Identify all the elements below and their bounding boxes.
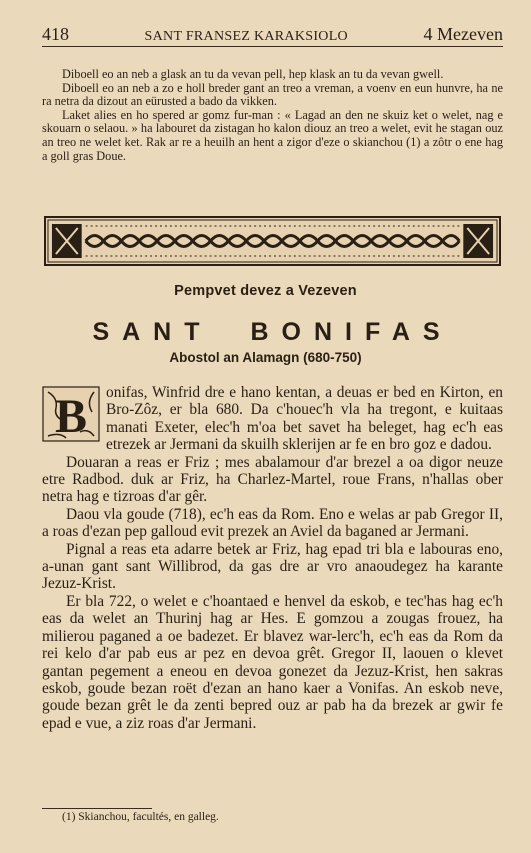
saint-subtitle: Abostol an Alamagn (680-750) — [169, 350, 362, 365]
svg-text:B: B — [54, 390, 88, 442]
footnote-divider — [42, 808, 152, 809]
paragraph-text: onifas, Winfrid dre e hano kentan, a deuas er bed en Kirton, en Bro-Zôz, er bla 680. Da c'houec'h vla ha tregont, e kuitaas manati Exeter, elec'h m'oa bet savet ha beleget, hag ec'h eas etrezek ar Jermani da skuilh sklerijen ar fe en bro goz e dadou. — [106, 384, 503, 454]
paragraph: Douaran a reas er Friz ; mes abalamour d'ar brezel a oa digor neuze etre Radbod. duk ar Friz, ha Charlez-Martel, roue Frans, n'hallas ober netra hag e tizroas d'ar gêr. — [42, 453, 503, 506]
paragraph: Laket alies en ho spered ar gomz fur-man : « Lagad an den ne skuiz ket o welet, nag e skouarn o selaou. » ha labouret da zistagan ho kalon diouz an treo a welet, evit he stagan ouz an treo ne welet ket. Rak ar re a heuilh an hent a zigor d'eze o skianchou (1) a zôtr o ene hag a goll gras Doue. — [42, 107, 503, 163]
day-title: Pempvet devez a Vezeven — [174, 283, 357, 299]
ornament-graphic — [46, 218, 499, 264]
page-number: 418 — [42, 24, 69, 44]
paragraph: Daou vla goude (718), ec'h eas da Rom. Eno e welas ar pab Gregor II, a roas d'ezan pep galloud evit prezek an Aviel da baganed ar Jermani. — [42, 505, 503, 541]
footnote: (1) Skianchou, facultés, en galleg. — [62, 811, 219, 823]
paragraph: Er bla 722, o welet e c'hoantaed e henvel da eskob, e tec'has hag ec'h eas da welet an Thurinj hag ar Hes. E gomzou a zougas frouez, ha milierou paganed a oe badezet. Er blavez war-lerc'h, ec'h eas da Rom da rei kelo d'ar pab eus ar pez en devoa grêt. Gregor II, laouen o klevet gantan pegement a eneou en devoa gonezet da Jezuz-Krist, hen sakras eskob, goude bezan roët d'ezan an hano kaer a Vonifas. An eskob neve, goude bezan grêt le da zenti bepred ouz ar pab ha da brezek ar gwir fe epad e vue, a ziz roas d'ar Jermani. — [42, 592, 503, 732]
paragraph: Pignal a reas eta adarre betek ar Friz, hag epad tri bla e labouras eno, a-unan gant sant Willibrod, da gas dre ar vro anaoudegez ha karante Jezuz-Krist. — [42, 540, 503, 593]
running-date: 4 Mezeven — [423, 24, 503, 44]
paragraph: Diboell eo an neb a zo e holl breder gant an treo a vreman, a voenv en eun hunvre, ha ne ra netra da dizout an eürusted a bado da vikken. — [42, 80, 503, 109]
first-paragraph — [42, 384, 503, 454]
paragraph: Diboell eo an neb a glask an tu da vevan pell, hep klask an tu da vevan gwell. — [62, 67, 444, 81]
running-header — [42, 24, 503, 47]
saint-life-text — [42, 384, 503, 732]
previous-section-text — [42, 68, 503, 163]
running-title: SANT FRANSEZ KARAKSIOLO — [144, 29, 348, 44]
saint-name-heading: SANT BONIFAS — [92, 318, 453, 346]
celtic-knot-ornament — [44, 216, 501, 266]
dropcap-b-icon — [42, 386, 100, 442]
